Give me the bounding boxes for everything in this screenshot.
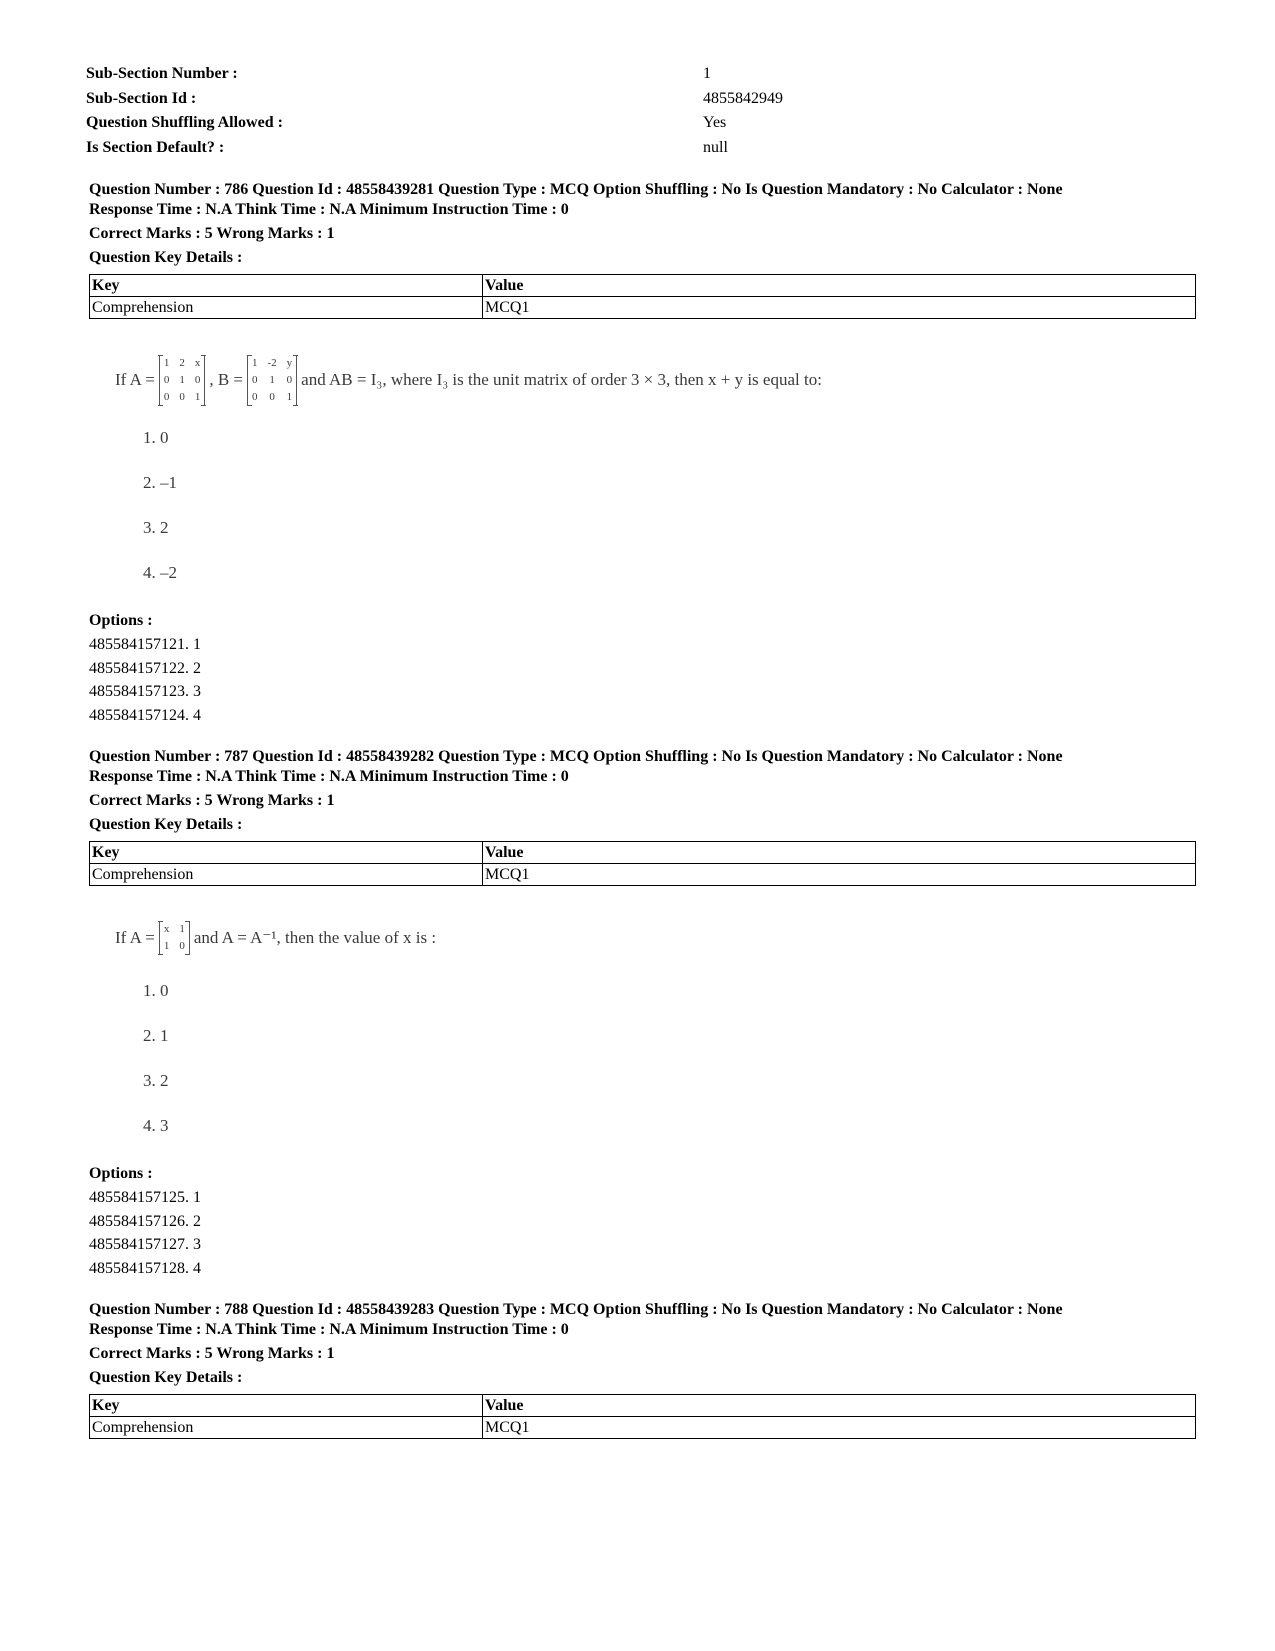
- matrix-cell: 0: [163, 373, 170, 386]
- matrix-cell: 0: [179, 940, 185, 952]
- question-choices: [143, 968, 1015, 1148]
- table-header-key: Key: [90, 842, 483, 864]
- question-response-time: Response Time : N.A Think Time : N.A Minimum Instruction Time : 0: [89, 201, 569, 218]
- table-row: [90, 1417, 1196, 1439]
- matrix-a: [159, 356, 206, 405]
- question-image: [115, 345, 1015, 595]
- question-stem: [115, 908, 1015, 968]
- stem-prefix: If A =: [115, 928, 155, 947]
- matrix-cell: 1: [194, 390, 201, 403]
- option-item: 485584157122. 2: [89, 659, 201, 677]
- meta-value: Yes: [703, 114, 727, 131]
- matrix-cell: 0: [286, 373, 293, 386]
- matrix-cell: 1: [163, 356, 170, 369]
- question-stem: [115, 345, 1015, 415]
- question-header: Question Number : 786 Question Id : 48558439281 Question Type : MCQ Option Shuffling : No Is Question Mandatory : No Calculator : None: [89, 181, 1063, 198]
- stem-prefix: If A =: [115, 370, 155, 389]
- matrix-cell: x: [194, 356, 201, 369]
- table-cell-value: MCQ1: [483, 864, 1196, 886]
- question-response-time: Response Time : N.A Think Time : N.A Minimum Instruction Time : 0: [89, 768, 569, 785]
- question-marks: Correct Marks : 5 Wrong Marks : 1: [89, 225, 335, 242]
- question-788: [89, 1300, 1199, 1439]
- matrix-cell: 0: [269, 390, 275, 403]
- meta-key: Is Section Default? :: [86, 138, 225, 156]
- subsection-metadata: [86, 62, 846, 160]
- matrix-cell: 1: [163, 940, 170, 952]
- matrix-cell: 0: [163, 390, 170, 403]
- stem-mid: , B =: [209, 370, 243, 389]
- question-choices: [143, 415, 1015, 595]
- matrix-cell: 1: [179, 373, 185, 386]
- question-key-details-label: Question Key Details :: [89, 249, 243, 266]
- meta-value: null: [703, 138, 728, 156]
- options-block: [89, 609, 1199, 727]
- choice-item: 1. 0: [143, 428, 169, 447]
- meta-key: Sub-Section Number :: [86, 65, 238, 82]
- table-header-value: Value: [483, 1395, 1196, 1417]
- choice-item: 2. –1: [143, 473, 177, 492]
- option-item: 485584157123. 3: [89, 683, 201, 700]
- matrix-cell: 2: [179, 356, 185, 369]
- matrix-cell: 1: [269, 373, 275, 386]
- table-header-row: [90, 1395, 1196, 1417]
- option-item: 485584157125. 1: [89, 1189, 201, 1206]
- matrix-cell: x: [163, 923, 170, 935]
- question-response-time: Response Time : N.A Think Time : N.A Minimum Instruction Time : 0: [89, 1321, 569, 1338]
- matrix-cell: 1: [286, 390, 293, 403]
- option-item: 485584157121. 1: [89, 636, 201, 653]
- question-header: Question Number : 787 Question Id : 48558439282 Question Type : MCQ Option Shuffling : No Is Question Mandatory : No Calculator : None: [89, 748, 1063, 765]
- options-label: Options :: [89, 612, 153, 629]
- matrix-cell: 0: [194, 373, 201, 386]
- matrix-cell: y: [286, 356, 293, 369]
- table-header-key: Key: [90, 1395, 483, 1417]
- question-key-details-label: Question Key Details :: [89, 816, 243, 833]
- meta-row: [86, 87, 846, 112]
- table-header-value: Value: [483, 275, 1196, 297]
- matrix-cell: 0: [252, 390, 258, 403]
- options-block: [89, 1162, 1199, 1280]
- option-item: 485584157127. 3: [89, 1236, 201, 1253]
- question-key-details-label: Question Key Details :: [89, 1369, 243, 1386]
- meta-value: 1: [703, 65, 711, 82]
- meta-row: [86, 62, 846, 87]
- matrix-cell: 0: [179, 390, 185, 403]
- table-row: [90, 864, 1196, 886]
- stem-suffix: and AB = I₃, where I₃ is the unit matrix of order 3 × 3, then x + y is equal to:: [301, 370, 822, 389]
- meta-key: Question Shuffling Allowed :: [86, 114, 283, 131]
- table-cell-key: Comprehension: [90, 1417, 483, 1439]
- choice-item: 2. 1: [143, 1026, 169, 1045]
- table-row: [90, 297, 1196, 319]
- option-item: 485584157124. 4: [89, 706, 201, 724]
- choice-item: 3. 2: [143, 518, 169, 537]
- choice-item: 3. 2: [143, 1071, 169, 1090]
- matrix-cell: 1: [252, 356, 258, 369]
- matrix-a: [159, 922, 190, 954]
- question-image: [115, 908, 1015, 1148]
- table-cell-key: Comprehension: [90, 864, 483, 886]
- matrix-cell: -2: [267, 356, 277, 369]
- table-cell-value: MCQ1: [483, 297, 1196, 319]
- option-item: 485584157128. 4: [89, 1259, 201, 1277]
- meta-value: 4855842949: [703, 89, 783, 107]
- meta-row: [86, 136, 846, 161]
- choice-item: 4. 3: [143, 1116, 169, 1135]
- choice-item: 4. –2: [143, 563, 177, 582]
- matrix-cell: 1: [179, 923, 185, 935]
- table-header-row: [90, 842, 1196, 864]
- table-header-row: [90, 275, 1196, 297]
- stem-suffix: and A = A⁻¹, then the value of x is :: [193, 928, 437, 947]
- choice-item: 1. 0: [143, 981, 169, 1000]
- options-label: Options :: [89, 1165, 153, 1182]
- table-header-value: Value: [483, 842, 1196, 864]
- matrix-b: [247, 356, 297, 405]
- table-header-key: Key: [90, 275, 483, 297]
- question-key-table: [89, 274, 1196, 319]
- meta-key: Sub-Section Id :: [86, 89, 197, 107]
- option-item: 485584157126. 2: [89, 1212, 201, 1230]
- question-787: [89, 747, 1199, 1280]
- table-cell-key: Comprehension: [90, 297, 483, 319]
- matrix-cell: 0: [252, 373, 258, 386]
- question-786: [89, 180, 1199, 727]
- question-header: Question Number : 788 Question Id : 48558439283 Question Type : MCQ Option Shuffling : No Is Question Mandatory : No Calculator : None: [89, 1301, 1063, 1318]
- table-cell-value: MCQ1: [483, 1417, 1196, 1439]
- question-marks: Correct Marks : 5 Wrong Marks : 1: [89, 1345, 335, 1362]
- question-key-table: [89, 1394, 1196, 1439]
- question-key-table: [89, 841, 1196, 886]
- meta-row: [86, 111, 846, 136]
- question-marks: Correct Marks : 5 Wrong Marks : 1: [89, 792, 335, 809]
